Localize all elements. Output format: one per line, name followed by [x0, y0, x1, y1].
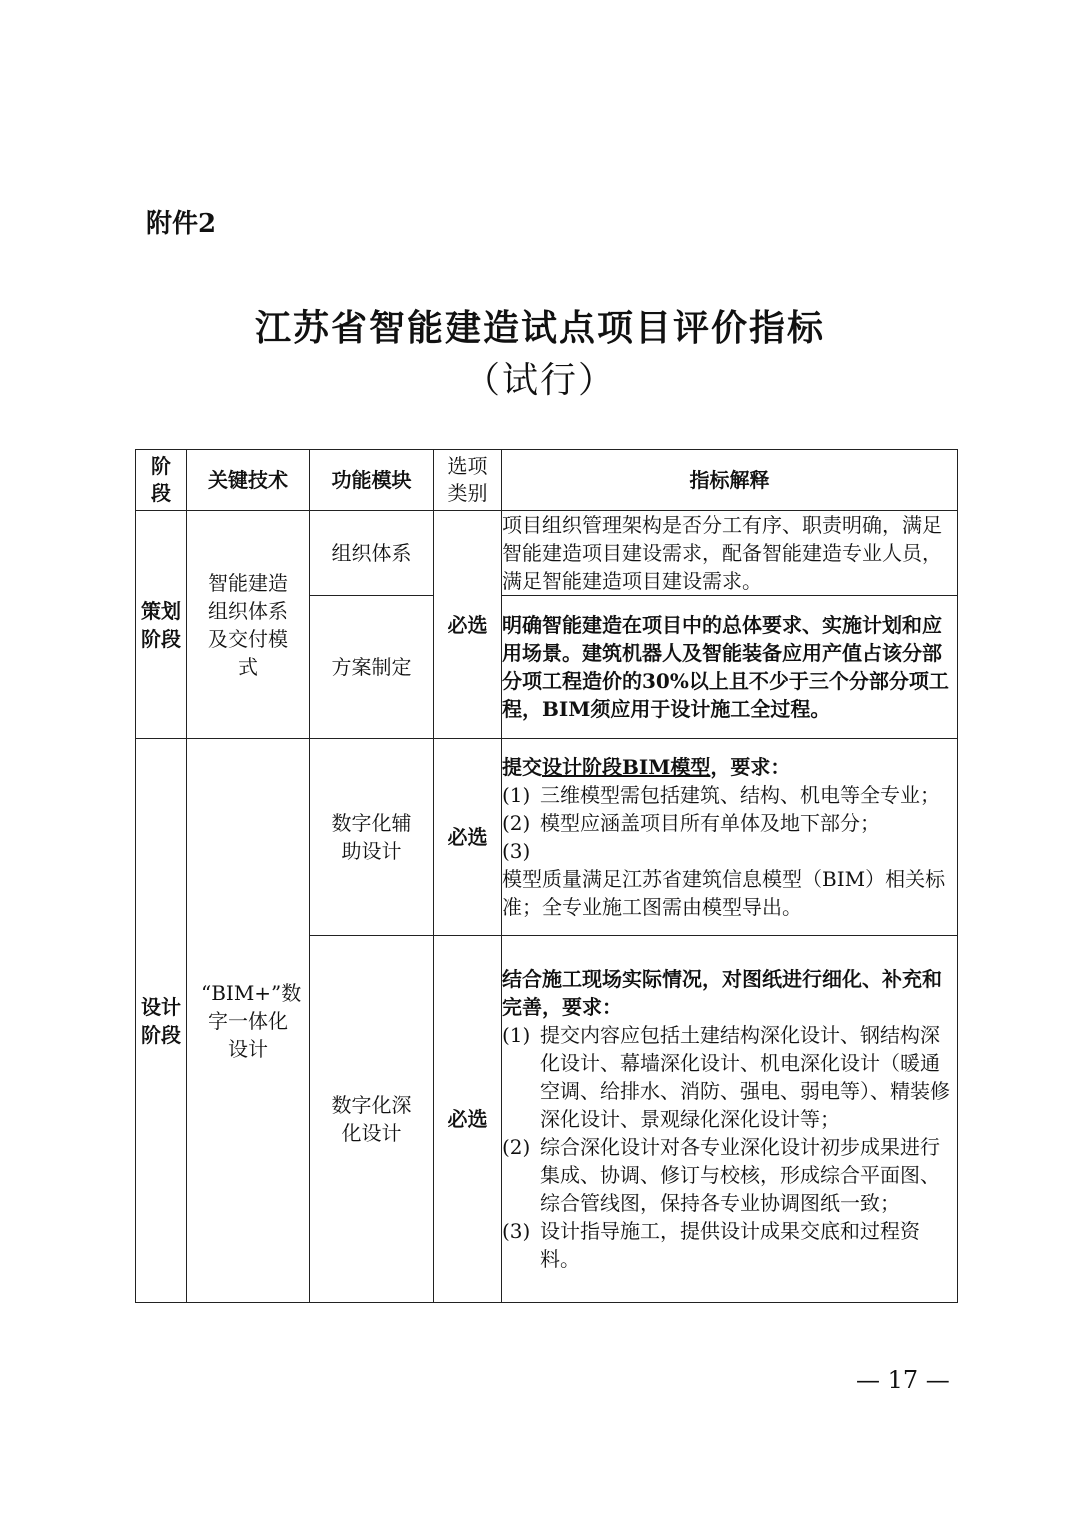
list-item [502, 1133, 957, 1217]
header-key-tech: 关键技术 [187, 450, 310, 511]
list-item-number: (2) [502, 811, 531, 835]
list-item-text: 模型应涵盖项目所有单体及地下部分； [540, 811, 880, 835]
intro-suffix: ，要求： [710, 755, 791, 779]
list-item [502, 1021, 957, 1133]
module-digital-assist: 数字化辅助设计 [310, 739, 434, 936]
stage-planning: 策划阶段 [136, 511, 187, 739]
list-item-number: (3) [502, 839, 531, 863]
list-item-text: 三维模型需包括建筑、结构、机电等全专业； [540, 783, 940, 807]
list-item-number: (1) [502, 783, 531, 807]
list-item-number: (2) [502, 1135, 531, 1159]
evaluation-table [135, 449, 958, 1303]
module-organization: 组织体系 [310, 511, 434, 596]
document-subtitle: （试行） [463, 360, 616, 401]
table-row [136, 511, 958, 596]
intro-digital-deepen: 结合施工现场实际情况，对图纸进行细化、补充和完善，要求： [502, 967, 942, 1019]
list-item [502, 781, 957, 809]
table-header-row [136, 450, 958, 511]
list-item-text: 提交内容应包括土建结构深化设计、钢结构深化设计、幕墙深化设计、机电深化设计（暖通空调、给排水、消防、强电、弱电等）、精装修深化设计、景观绿化深化设计等； [540, 1023, 950, 1131]
intro-underlined: 设计阶段BIM模型 [542, 755, 711, 779]
list-item [502, 837, 957, 865]
list-item-number: (1) [502, 1023, 531, 1047]
header-module: 功能模块 [310, 450, 434, 511]
tail-digital-assist: 模型质量满足江苏省建筑信息模型（BIM）相关标准；全专业施工图需由模型导出。 [502, 867, 946, 919]
key-tech-planning: 智能建造组织体系及交付模式 [187, 511, 310, 739]
header-option: 选项类别 [434, 450, 502, 511]
list-item-text: 设计指导施工，提供设计成果交底和过程资料。 [540, 1219, 920, 1271]
header-stage: 阶段 [136, 450, 187, 511]
option-digital-deepen: 必选 [434, 936, 502, 1303]
explanation-organization: 项目组织管理架构是否分工有序、职责明确，满足智能建造项目建设需求，配备智能建造专业人员，满足智能建造项目建设需求。 [502, 511, 958, 596]
stage-design: 设计阶段 [136, 739, 187, 1303]
option-digital-assist: 必选 [434, 739, 502, 936]
list-item-text: 综合深化设计对各专业深化设计初步成果进行集成、协调、修订与校核，形成综合平面图、综合管线图，保持各专业协调图纸一致； [540, 1135, 940, 1215]
document-title: 江苏省智能建造试点项目评价指标 [254, 308, 825, 349]
intro-prefix: 提交 [502, 755, 542, 779]
intro-digital-assist [502, 753, 957, 781]
list-item [502, 809, 957, 837]
module-digital-deepen: 数字化深化设计 [310, 936, 434, 1303]
option-planning: 必选 [434, 511, 502, 739]
table-row [136, 739, 958, 936]
list-item-text [540, 837, 957, 865]
list-item [502, 1217, 957, 1273]
explanation-digital-deepen [502, 936, 958, 1303]
module-plan: 方案制定 [310, 596, 434, 739]
attachment-label: 附件2 [146, 209, 217, 239]
explanation-plan: 明确智能建造在项目中的总体要求、实施计划和应用场景。建筑机器人及智能装备应用产值占该分部分项工程造价的30%以上且不少于三个分部分项工程，BIM须应用于设计施工全过程。 [502, 596, 958, 739]
page-number: — 17 — [856, 1366, 950, 1394]
explanation-digital-assist [502, 739, 958, 936]
header-explanation: 指标解释 [502, 450, 958, 511]
key-tech-design: “BIM+”数字一体化设计 [187, 739, 310, 1303]
list-item-number: (3) [502, 1219, 531, 1243]
